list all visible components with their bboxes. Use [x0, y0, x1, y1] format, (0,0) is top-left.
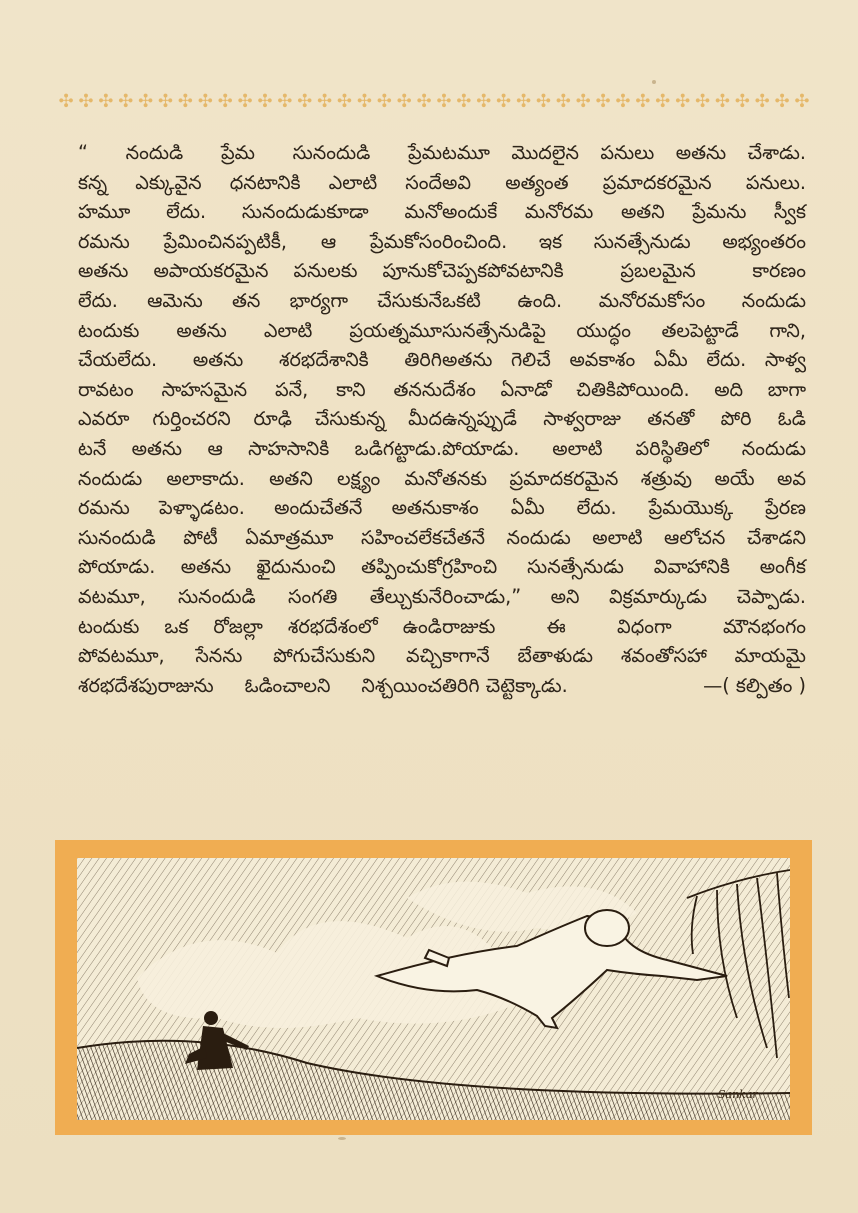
text-line: సునత్సేనుడిపై యుద్ధం తలపెట్టాడే గాని, [442, 318, 806, 342]
text-line: చేతనే నందుడు అలాటి ఆలోచన చేశాడని [442, 525, 806, 549]
ornament-star-icon: ✣ [456, 91, 472, 112]
flying-vetala-illustration-icon [77, 858, 790, 1120]
ornament-star-icon: ✣ [734, 91, 750, 112]
text-line: రించింది. ఇక సునత్సేనుడు అభ్యంతరం [442, 229, 806, 253]
ornament-star-icon: ✣ [615, 91, 631, 112]
text-line: ఉన్నప్పుడే సాళ్వరాజు తనతో పోరి ఓడి [442, 407, 806, 431]
ornament-star-icon: ✣ [694, 91, 711, 112]
ornament-star-icon: ✣ [138, 91, 154, 112]
text-line: పోయాడు. అతను ఖైదునుంచి తప్పించుకో [78, 555, 442, 579]
text-line: పోవటమూ, సేనను పోగుచేసుకుని వచ్చి [78, 644, 442, 668]
paper-smudge [338, 1137, 346, 1140]
ornament-star-icon: ✣ [675, 91, 691, 112]
ornament-star-icon: ✣ [297, 91, 313, 112]
ornament-star-icon: ✣ [78, 91, 94, 112]
ornament-star-icon: ✣ [515, 91, 532, 112]
closing-text: తిరిగి చెట్టెక్కాడు. [442, 673, 568, 697]
ornament-star-icon: ✣ [774, 91, 790, 112]
text-line: ఒకటి ఉంది. మనోరమకోసం నందుడు [442, 288, 806, 312]
text-line: టమూ మొదలైన పనులు అతను చేశాడు. [442, 141, 806, 164]
ornament-star-icon: ✣ [595, 91, 611, 112]
text-line: ఎవరూ గుర్తించరని రూఢి చేసుకున్న మీద [78, 407, 442, 431]
ornament-border [58, 91, 810, 113]
text-line: టందుకు ఒక రోజల్లా శరభదేశంలో ఉండి [78, 614, 442, 638]
text-line: అవి అత్యంత ప్రమాదకరమైన పనులు. [442, 170, 806, 194]
text-line: కన్న ఎక్కువైన ధనటానికి ఎలాటి సందే [78, 170, 442, 194]
ornament-star-icon: ✣ [237, 91, 253, 112]
text-line: టందుకు అతను ఎలాటి ప్రయత్నమూ [78, 318, 442, 342]
ornament-star-icon: ✣ [317, 91, 333, 112]
ornament-star-icon: ✣ [655, 91, 671, 112]
left-text-column [78, 138, 442, 700]
text-line: లేదు. ఆమెను తన భార్యగా చేసుకునే [78, 288, 442, 312]
text-line: చెప్పకపోవటానికి ప్రబలమైన కారణం [442, 259, 806, 283]
closing-line [442, 671, 806, 701]
paper-smudge [652, 80, 656, 84]
right-text-column [442, 138, 806, 700]
ornament-star-icon: ✣ [356, 91, 372, 112]
text-line: టనే అతను ఆ సాహసానికి ఒడిగట్టాడు. [78, 436, 442, 460]
text-line: నందుడు అలాకాదు. అతని లక్ష్యం మనో [78, 466, 442, 490]
text-line: కాగానే బేతాళుడు శవంతోసహా మాయమై [442, 644, 806, 668]
ornament-star-icon: ✣ [197, 91, 213, 112]
ornament-star-icon: ✣ [257, 91, 273, 112]
ornament-star-icon: ✣ [217, 91, 233, 112]
ornament-star-icon: ✣ [635, 91, 651, 112]
text-line: అందుకే మనోరమ అతని ప్రేమను స్వీక [442, 200, 806, 224]
text-line: రించాడు,” అని విక్రమార్కుడు చెప్పాడు. [442, 584, 806, 608]
ornament-star-icon: ✣ [157, 91, 173, 112]
ornament-star-icon: ✣ [277, 91, 293, 112]
text-line: సునందుడి పోటీ ఏమాత్రమూ సహించలేక [78, 525, 442, 549]
ornament-star-icon: ✣ [376, 91, 392, 112]
text-line: రమను పెళ్ళాడటం. అందుచేతనే అతను [78, 496, 442, 520]
text-line: పోయాడు. అలాటి పరిస్థితిలో నందుడు [442, 436, 806, 460]
text-line: రావటం సాహసమైన పనే, కాని తనను [78, 377, 442, 401]
text-line: అతను గెలిచే అవకాశం ఏమీ లేదు. సాళ్వ [442, 348, 806, 372]
text-line: “ నందుడి ప్రేమ సునందుడి ప్రేమ [78, 141, 442, 164]
text-line: శరభదేశపురాజును ఓడించాలని నిశ్చయించ [78, 673, 442, 697]
artist-signature: Sankar [718, 1088, 758, 1101]
ornament-star-icon: ✣ [535, 91, 551, 112]
ornament-star-icon: ✣ [496, 91, 512, 112]
text-line: రాజుకు ఈ విధంగా మౌనభంగం [442, 614, 806, 638]
text-line: హమూ లేదు. సునందుడుకూడా మనో [78, 200, 442, 224]
text-line: రమను ప్రేమించినప్పటికీ, ఆ ప్రేమకోసం [78, 229, 442, 253]
ornament-star-icon: ✣ [177, 91, 193, 112]
text-line: దేశం ఏనాడో చితికిపోయింది. అది బాగా [442, 377, 806, 401]
text-line: కాశం ఏమీ లేదు. ప్రేమయొక్క ప్రేరణ [442, 496, 806, 520]
ornament-star-icon: ✣ [575, 91, 591, 112]
text-line: చేయలేదు. అతను శరభదేశానికి తిరిగి [78, 348, 442, 372]
ornament-star-icon: ✣ [396, 91, 412, 112]
text-line: తనకు ప్రమాదకరమైన శత్రువు అయే అవ [442, 466, 806, 490]
ornament-star-icon: ✣ [794, 91, 810, 112]
text-line: వటమూ, సునందుడి సంగతి తేల్చుకునే [78, 584, 442, 608]
ornament-star-icon: ✣ [118, 91, 134, 112]
ornament-star-icon: ✣ [714, 91, 730, 112]
ornament-star-icon: ✣ [555, 91, 571, 112]
story-illustration [55, 840, 812, 1135]
ornament-star-icon: ✣ [98, 91, 114, 112]
ornament-star-icon: ✣ [754, 91, 770, 112]
text-line: గ్రహించి సునత్సేనుడు వివాహానికి అంగీక [442, 555, 806, 579]
ornament-star-icon: ✣ [336, 91, 353, 112]
ornament-star-icon: ✣ [416, 91, 432, 112]
ornament-star-icon: ✣ [436, 91, 452, 112]
text-line: అతను అపాయకరమైన పనులకు పూనుకో [78, 259, 442, 283]
story-credit: —( కల్పితం ) [703, 673, 806, 697]
ornament-star-icon: ✣ [58, 91, 74, 112]
ornament-star-icon: ✣ [476, 91, 492, 112]
